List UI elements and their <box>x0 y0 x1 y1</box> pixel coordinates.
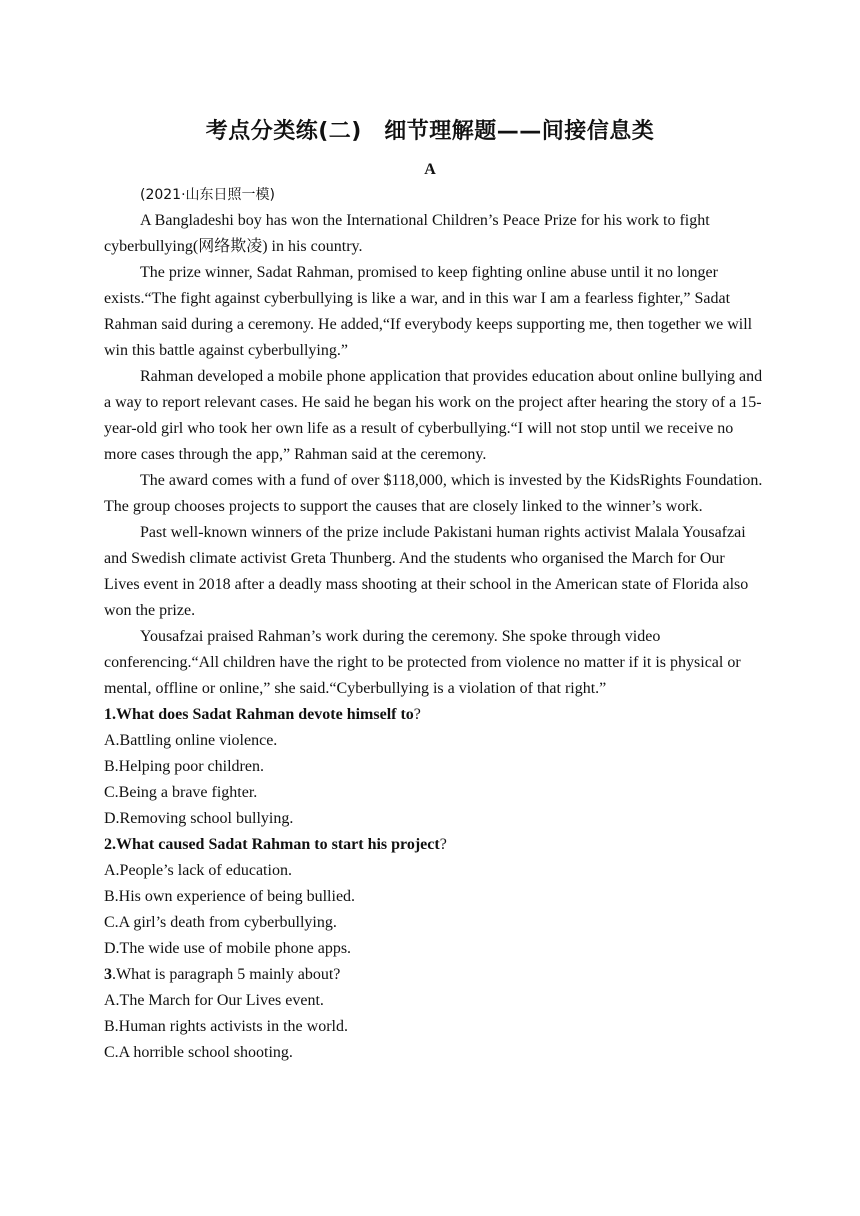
question-2-option-b: B.His own experience of being bullied. <box>104 888 356 905</box>
question-1-option-b: B.Helping poor children. <box>104 758 264 775</box>
question-1-option-c: C.Being a brave fighter. <box>104 784 258 801</box>
question-2-number: 2 <box>104 836 112 853</box>
question-3-stem: What is paragraph 5 mainly about <box>116 966 334 983</box>
question-1-mark: ? <box>413 706 421 723</box>
paragraph-3: Rahman developed a mobile phone application that provides education about online bullying and a way to report relevant cases. He said he began his work on the project after hearing the story of a 15-year-old girl who took her own life as a result of cyberbullying.“I will not stop until we receive no more cases through the app,” Rahman said at the ceremony. <box>104 368 763 463</box>
question-1-option-d: D.Removing school bullying. <box>104 810 294 827</box>
question-1: 1.What does Sadat Rahman devote himself to? <box>104 706 421 723</box>
question-3-option-a: A.The March for Our Lives event. <box>104 992 324 1009</box>
question-2-stem: What caused Sadat Rahman to start his project <box>116 836 440 853</box>
paragraph-6: Yousafzai praised Rahman’s work during the ceremony. She spoke through video conferencing.“All children have the right to be protected from violence no matter if it is physical or mental, offline or online,” she said.“Cyberbullying is a violation of that right.” <box>104 628 741 697</box>
question-3-option-b: B.Human rights activists in the world. <box>104 1018 348 1035</box>
question-3-option-c: C.A horrible school shooting. <box>104 1044 293 1061</box>
question-3: 3.What is paragraph 5 mainly about? <box>104 966 341 983</box>
question-2-mark: ? <box>439 836 447 853</box>
paragraph-1: A Bangladeshi boy has won the International Children’s Peace Prize for his work to fight cyberbullying(网络欺凌) in his country. <box>104 212 710 255</box>
source-text: (2021·山东日照一模) <box>140 187 276 203</box>
question-3-number: 3 <box>104 966 112 983</box>
question-1-option-a: A.Battling online violence. <box>104 732 278 749</box>
question-2-option-a: A.People’s lack of education. <box>104 862 292 879</box>
document-body <box>104 182 764 1066</box>
question-2: 2.What caused Sadat Rahman to start his project? <box>104 836 447 853</box>
section-label: A <box>424 161 436 178</box>
question-1-stem: What does Sadat Rahman devote himself to <box>116 706 414 723</box>
question-2-option-d: D.The wide use of mobile phone apps. <box>104 940 352 957</box>
page-title: 考点分类练(二) 细节理解题——间接信息类 <box>205 119 655 144</box>
question-3-mark: ? <box>333 966 341 983</box>
paragraph-5: Past well-known winners of the prize include Pakistani human rights activist Malala Yousafzai and Swedish climate activist Greta Thunberg. And the students who organised the March for Our Lives event in 2018 after a deadly mass shooting at their school in the American state of Florida also won the prize. <box>104 524 749 619</box>
paragraph-2: The prize winner, Sadat Rahman, promised to keep fighting online abuse until it no longer exists.“The fight against cyberbullying is like a war, and in this war I am a fearless fighter,” Sadat Rahman said during a ceremony. He added,“If everybody keeps supporting me, then together we will win this battle against cyberbullying.” <box>104 264 753 359</box>
paragraph-4: The award comes with a fund of over $118,000, which is invested by the KidsRights Foundation. The group chooses projects to support the causes that are closely linked to the winner’s work. <box>104 472 763 515</box>
question-1-number: 1 <box>104 706 112 723</box>
question-2-option-c: C.A girl’s death from cyberbullying. <box>104 914 337 931</box>
source-note <box>104 182 764 208</box>
